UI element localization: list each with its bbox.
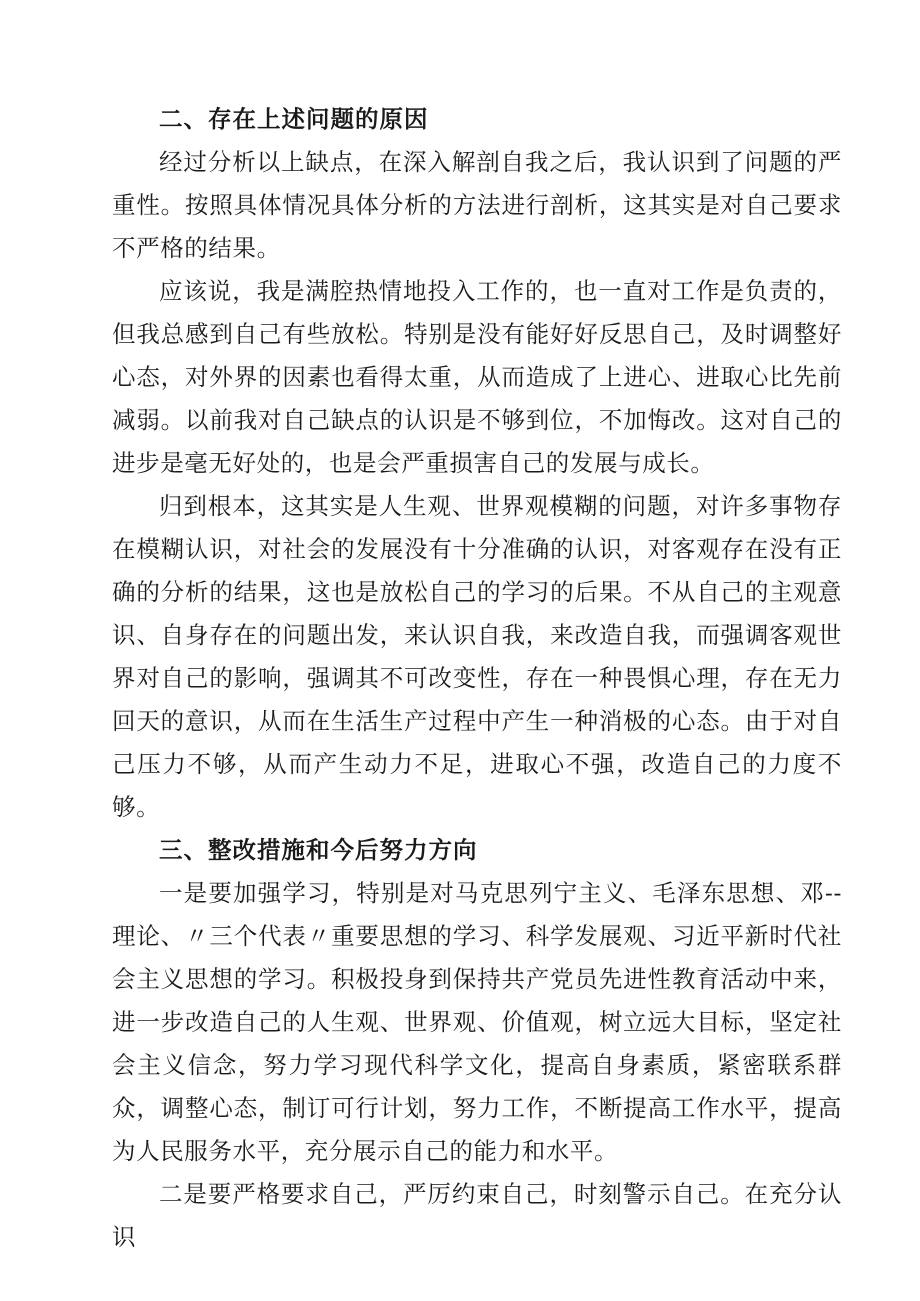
paragraph-analysis: 经过分析以上缺点，在深入解剖自我之后，我认识到了问题的严重性。按照具体情况具体分析的方法进行剖析，这其实是对自己要求不严格的结果。	[112, 148, 842, 262]
section-heading-measures: 三、整改措施和今后努力方向	[159, 836, 478, 864]
paragraph-measure-discipline: 二是要严格要求自己，严厉约束自己，时刻警示自己。在充分认识	[112, 1180, 842, 1251]
document-page	[112, 98, 842, 1259]
paragraph-self-reflection: 应该说，我是满腔热情地投入工作的，也一直对工作是负责的，但我总感到自己有些放松。特别是没有能好好反思自己，及时调整好心态，对外界的因素也看得太重，从而造成了上进心、进取心比先前减弱。以前我对自己缺点的认识是不够到位，不加悔改。这对自己的进步是毫无好处的，也是会严重损害自己的发展与成长。	[112, 277, 842, 477]
section-heading-causes: 二、存在上述问题的原因	[159, 105, 429, 133]
paragraph-root-cause: 归到根本，这其实是人生观、世界观模糊的问题，对许多事物存在模糊认识，对社会的发展没有十分准确的认识，对客观存在没有正确的分析的结果，这也是放松自己的学习的后果。不从自己的主观意识、自身存在的问题出发，来认识自我，来改造自我，而强调客观世界对自己的影响，强调其不可改变性，存在一种畏惧心理，存在无力回天的意识，从而在生活生产过程中产生一种消极的心态。由于对自己压力不够，从而产生动力不足，进取心不强，改造自己的力度不够。	[112, 492, 842, 821]
paragraph-measure-study: 一是要加强学习，特别是对马克思列宁主义、毛泽东思想、邓--理论、〃三个代表〃重要思想的学习、科学发展观、习近平新时代社会主义思想的学习。积极投身到保持共产党员先进性教育活动中来，进一步改造自己的人生观、世界观、价值观，树立远大目标，坚定社会主义信念，努力学习现代科学文化，提高自身素质，紧密联系群众，调整心态，制订可行计划，努力工作，不断提高工作水平，提高为人民服务水平，充分展示自己的能力和水平。	[112, 879, 842, 1165]
